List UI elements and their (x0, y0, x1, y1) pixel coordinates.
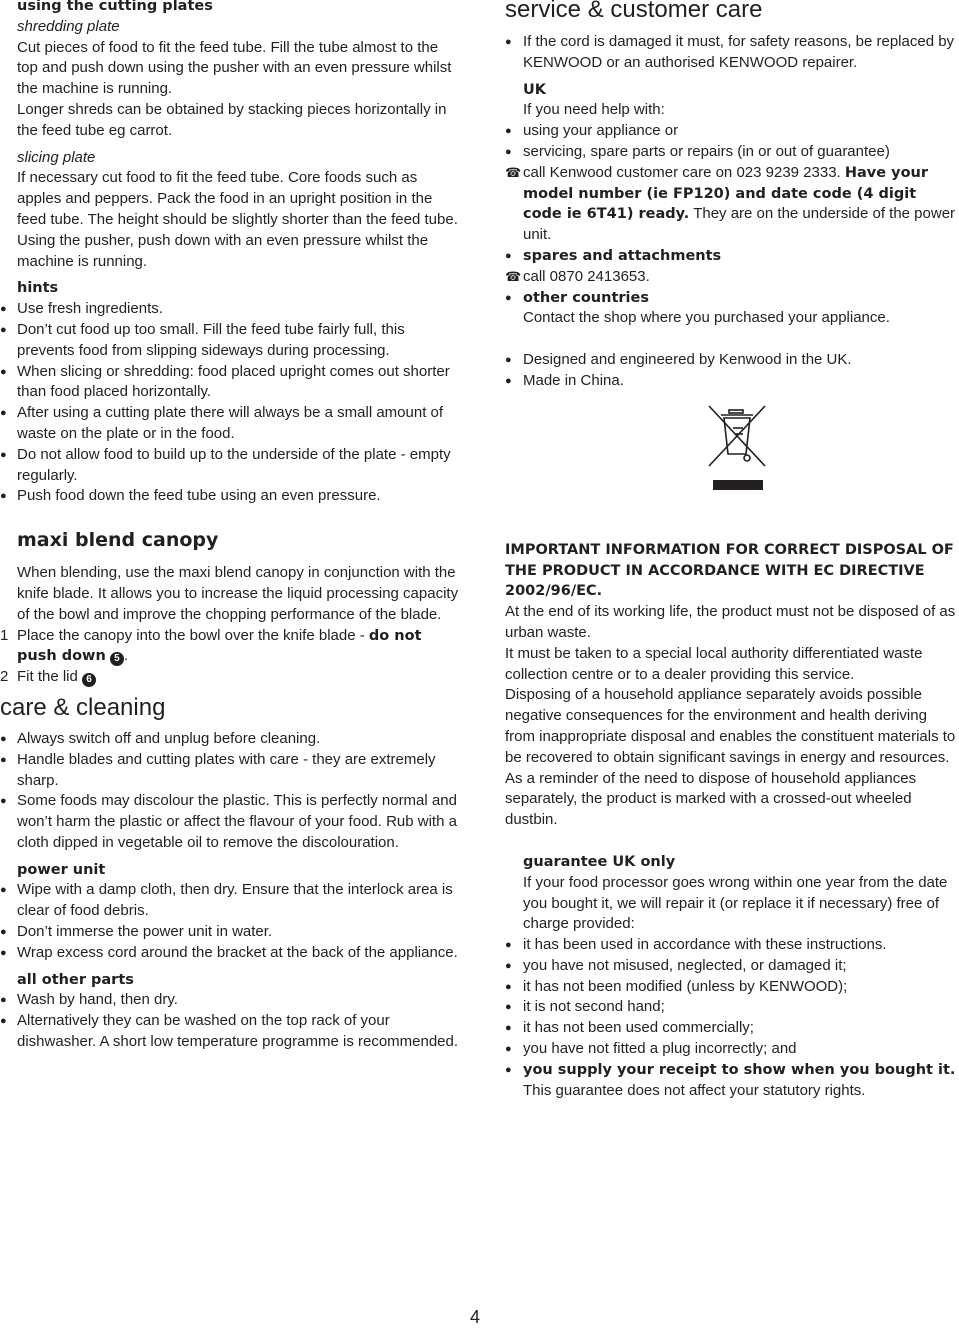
bullet-icon: ● (0, 994, 7, 1007)
disposal-text-1: At the end of its working life, the product must not be disposed of as urban waste. (505, 603, 956, 641)
other-parts-list (0, 990, 462, 1052)
other-parts-heading: all other parts (17, 971, 134, 988)
bullet-icon: ● (505, 125, 512, 138)
list-item: ● it is not second hand; (505, 997, 959, 1018)
guarantee-heading: guarantee UK only (523, 853, 676, 870)
bullet-icon: ● (0, 323, 7, 336)
bullet-icon: ● (505, 1001, 512, 1014)
bullet-icon: ● (505, 36, 512, 48)
bullet-icon: ● (505, 959, 512, 972)
bullet-icon: ● (0, 365, 7, 378)
list-item: ● Always switch off and unplug before cleaning. (0, 729, 462, 750)
maxi-blend-heading: maxi blend canopy (17, 529, 219, 552)
bullet-icon: ● (0, 490, 7, 503)
list-item: ● Wash by hand, then dry. (0, 990, 462, 1011)
list-item: ● servicing, spare parts or repairs (in or out of guarantee) (505, 142, 959, 163)
slicing-text: If necessary cut food to fit the feed tube. Core foods such as apples and peppers. Pack the food in an upright position in the feed tube. The height should be slightly shorter than the feed tube. Using the pusher, push down with an even pressure whilst the machine is running. (17, 169, 458, 270)
bullet-icon: ● (505, 939, 512, 952)
bullet-icon: ● (505, 249, 512, 262)
uk-heading: UK (523, 81, 547, 98)
list-item: ● After using a cutting plate there will always be a small amount of waste on the plate or in the food. (0, 404, 444, 442)
list-item: ● you have not misused, neglected, or damaged it; (505, 956, 959, 977)
bullet-icon: ● (0, 407, 7, 420)
maxi-blend-text: When blending, use the maxi blend canopy in conjunction with the knife blade. It allows you to increase the liquid processing capacity of the bowl and improve the chopping performance of the blade. (17, 564, 459, 623)
shredding-plate-title: shredding plate (17, 17, 120, 35)
list-item: ● Handle blades and cutting plates with care - they are extremely sharp. (0, 750, 436, 789)
power-unit-heading: power unit (17, 861, 106, 878)
telephone-icon: ☎ (505, 268, 522, 284)
list-item: ● Don’t cut food up too small. Fill the feed tube fairly full, this prevents food from slipping sideways during processing. (0, 320, 405, 359)
bullet-icon: ● (505, 291, 512, 304)
bullet-icon: ● (0, 448, 7, 461)
bullet-icon: ● (0, 1015, 7, 1028)
list-item: ● Some foods may discolour the plastic. This is perfectly normal and won’t harm the plastic or affect the flavour of your food. Rub with a cloth dipped in vegetable oil to remove the discolouration. (0, 792, 457, 851)
step-number: 1 (0, 626, 9, 644)
crossed-out-wheeled-bin-icon (707, 402, 767, 494)
help-intro: If you need help with: (523, 101, 665, 119)
list-item: ● spares and attachments (505, 246, 959, 267)
list-item: ● When slicing or shredding: food placed upright comes out shorter than food placed horizontally. (0, 362, 450, 401)
care-cleaning-title: care & cleaning (0, 693, 166, 721)
bullet-icon: ● (0, 795, 7, 808)
disposal-text-3: Disposing of a household appliance separately avoids possible negative consequences for the environment and health deriving from inappropriate disposal and enables the constituent materials to be recovered to obtain significant savings in energy and resources. As a reminder of the need to dispose of household appliances separately, the product is marked with a crossed-out wheeled dustbin. (505, 686, 956, 829)
list-item: ● Made in China. (505, 371, 959, 392)
list-item: ● you have not fitted a plug incorrectly; and (505, 1039, 959, 1060)
list-item: ● using your appliance or (505, 121, 959, 142)
bullet-icon: ● (0, 753, 7, 766)
guarantee-intro: If your food processor goes wrong within one year from the date you bought it, we will repair it (or replace it if necessary) free of charge provided: (523, 873, 948, 933)
step-number: 2 (0, 668, 9, 686)
hints-heading: hints (17, 280, 59, 297)
telephone-icon: ☎ (505, 164, 522, 180)
spares-call: ☎ call 0870 2413653. (505, 267, 959, 288)
list-item: ● Wrap excess cord around the bracket at the back of the appliance. (0, 943, 462, 964)
list-item: ● Do not allow food to build up to the underside of the plate - empty regularly. (0, 445, 451, 484)
bullet-icon: ● (0, 946, 7, 959)
care-list (0, 729, 462, 854)
list-item: ● Push food down the feed tube using an even pressure. (0, 486, 462, 507)
left-column (0, 0, 462, 1053)
customer-care-call: ☎ call Kenwood customer care on 023 9239 2333. Have your model number (ie FP120) and date code (4 digit code ie 6T41) ready. They are on the underside of the power unit. (505, 163, 956, 244)
step-1: 1 Place the canopy into the bowl over the knife blade - do not push down 5 . (0, 626, 422, 665)
slicing-plate-title: slicing plate (17, 148, 96, 166)
power-unit-list (0, 880, 462, 963)
service-title: service & customer care (505, 0, 763, 23)
step-2: 2 Fit the lid 6 (0, 667, 462, 688)
bullet-icon: ● (505, 354, 512, 367)
bullet-icon: ● (0, 884, 7, 897)
list-item: ● Wipe with a damp cloth, then dry. Ensure that the interlock area is clear of food debris. (0, 881, 453, 920)
bullet-icon: ● (505, 1022, 512, 1035)
list-item: ● Use fresh ingredients. (0, 299, 462, 320)
bullet-icon: ● (0, 303, 7, 316)
disposal-text-2: It must be taken to a special local authority differentiated waste collection centre or to a dealer providing this service. (505, 644, 923, 683)
right-column (505, 0, 959, 1101)
figure-ref-5-icon: 5 (110, 652, 124, 666)
bullet-icon: ● (505, 1063, 512, 1076)
bullet-icon: ● (505, 980, 512, 993)
bullet-icon: ● (0, 926, 7, 939)
list-item: ● Alternatively they can be washed on the top rack of your dishwasher. A short low temperature programme is recommended. (0, 1012, 459, 1051)
list-item: ● it has not been modified (unless by KENWOOD); (505, 977, 959, 998)
guarantee-list (505, 935, 959, 1081)
bullet-icon: ● (505, 374, 512, 387)
list-item: ● other countries (505, 288, 959, 309)
bullet-icon: ● (505, 145, 512, 158)
cutting-plates-heading: using the cutting plates (17, 0, 213, 14)
figure-ref-6-icon: 6 (82, 673, 96, 687)
list-item: ● it has been used in accordance with these instructions. (505, 935, 959, 956)
statutory-rights-text: This guarantee does not affect your statutory rights. (523, 1081, 866, 1099)
hints-list (0, 299, 462, 507)
list-item: ● Don’t immerse the power unit in water. (0, 922, 462, 943)
list-item: ● it has not been used commercially; (505, 1018, 959, 1039)
bullet-icon: ● (0, 732, 7, 745)
other-countries-text: Contact the shop where you purchased your appliance. (523, 309, 890, 327)
shredding-text-1: Cut pieces of food to fit the feed tube. Fill the tube almost to the top and push down using the pusher with an even pressure whilst the machine is running. (17, 38, 452, 98)
bullet-icon: ● (505, 1043, 512, 1056)
list-item: ● Designed and engineered by Kenwood in the UK. (505, 350, 959, 371)
list-item: ● you supply your receipt to show when you bought it. (505, 1060, 959, 1081)
shredding-text-2: Longer shreds can be obtained by stacking pieces horizontally in the feed tube eg carrot. (17, 100, 447, 139)
page-number: 4 (470, 1307, 481, 1327)
list-item: ● If the cord is damaged it must, for safety reasons, be replaced by KENWOOD or an authorised KENWOOD repairer. (505, 33, 955, 71)
disposal-heading: IMPORTANT INFORMATION FOR CORRECT DISPOSAL OF THE PRODUCT IN ACCORDANCE WITH EC DIRECTIVE 2002/96/EC. (505, 541, 954, 600)
